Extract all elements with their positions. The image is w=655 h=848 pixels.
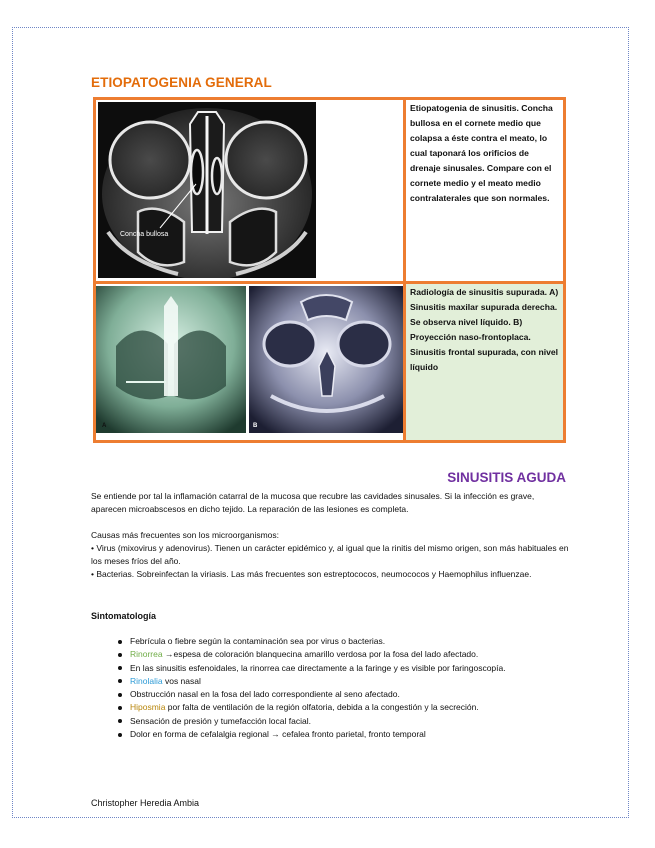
- symptoms-heading: Sintomatología: [91, 611, 156, 621]
- footer-author: Christopher Heredia Ambia: [91, 798, 200, 808]
- list-item: Rinorrea →espesa de coloración blanquecina amarillo verdosa por la fosa del lado afectado.: [118, 648, 578, 661]
- xray-a-label: A: [102, 423, 107, 429]
- ct-caption: Etiopatogenia de sinusitis. Concha bullosa en el cornete medio que colapsa a éste contra el meato, lo cual taponará los orificios de drenaje sinusales. Compare con el cornete medio y el meato medio contralaterales que son normales.: [410, 103, 553, 203]
- intro-paragraph: Se entiende por tal la inflamación catarral de la mucosa que recubre las cavidades sinusales. Si la infección es grave, aparecen microabscesos en dicho tejido. La reparación de las lesiones es completa.: [91, 491, 535, 514]
- list-item: Rinolalia vos nasal: [118, 675, 578, 688]
- list-item: Hiposmia por falta de ventilación de la región olfatoria, debida a la congestión y la secreción.: [118, 701, 578, 714]
- term-hiposmia: Hiposmia: [130, 702, 166, 713]
- section-title: ETIOPATOGENIA GENERAL: [91, 75, 272, 90]
- causes-virus: • Virus (mixovirus y adenovirus). Tienen un carácter epidémico y, al igual que la rinitis del mismo origen, son más habituales en los meses fríos del año.: [91, 543, 569, 566]
- list-item: Dolor en forma de cefalalgia regional → cefalea fronto parietal, fronto temporal: [118, 728, 578, 741]
- list-item: Febrícula o fiebre según la contaminación sea por virus o bacterias.: [118, 635, 578, 648]
- xray-cell: [96, 284, 403, 440]
- ct-scan-label: Concha bullosa: [120, 231, 169, 238]
- list-item: Sensación de presión y tumefacción local facial.: [118, 715, 578, 728]
- term-rinolalia: Rinolalia: [130, 675, 163, 686]
- causes-bacteria: • Bacterias. Sobreinfectan la viriasis. Las más frecuentes son estreptococos, neumococos y Haemophilus influenzae.: [91, 569, 532, 579]
- list-item: Obstrucción nasal en la fosa del lado correspondiente al seno afectado.: [118, 688, 578, 701]
- ct-scan-image: [98, 102, 316, 278]
- xray-images: [96, 286, 403, 440]
- xray-caption: Radiología de sinusitis supurada. A) Sinusitis maxilar supurada derecha. Se observa nivel líquido. B) Proyección naso-frontoplaca. Sinusitis frontal supurada, con nivel líquido: [410, 287, 559, 372]
- ct-caption-cell: [406, 100, 563, 281]
- symptoms-list: [118, 635, 578, 741]
- term-rinorrea: Rinorrea: [130, 649, 163, 660]
- ct-scan-cell: [96, 100, 403, 281]
- xray-b-label: B: [253, 423, 258, 429]
- sub-title: SINUSITIS AGUDA: [447, 470, 566, 485]
- causes-heading: Causas más frecuentes son los microorganismos:: [91, 530, 280, 540]
- figure-table: [93, 97, 566, 443]
- list-item: En las sinusitis esfenoidales, la rinorrea cae directamente a la faringe y es visible por faringoscopía.: [118, 662, 578, 675]
- xray-caption-cell: [406, 284, 563, 440]
